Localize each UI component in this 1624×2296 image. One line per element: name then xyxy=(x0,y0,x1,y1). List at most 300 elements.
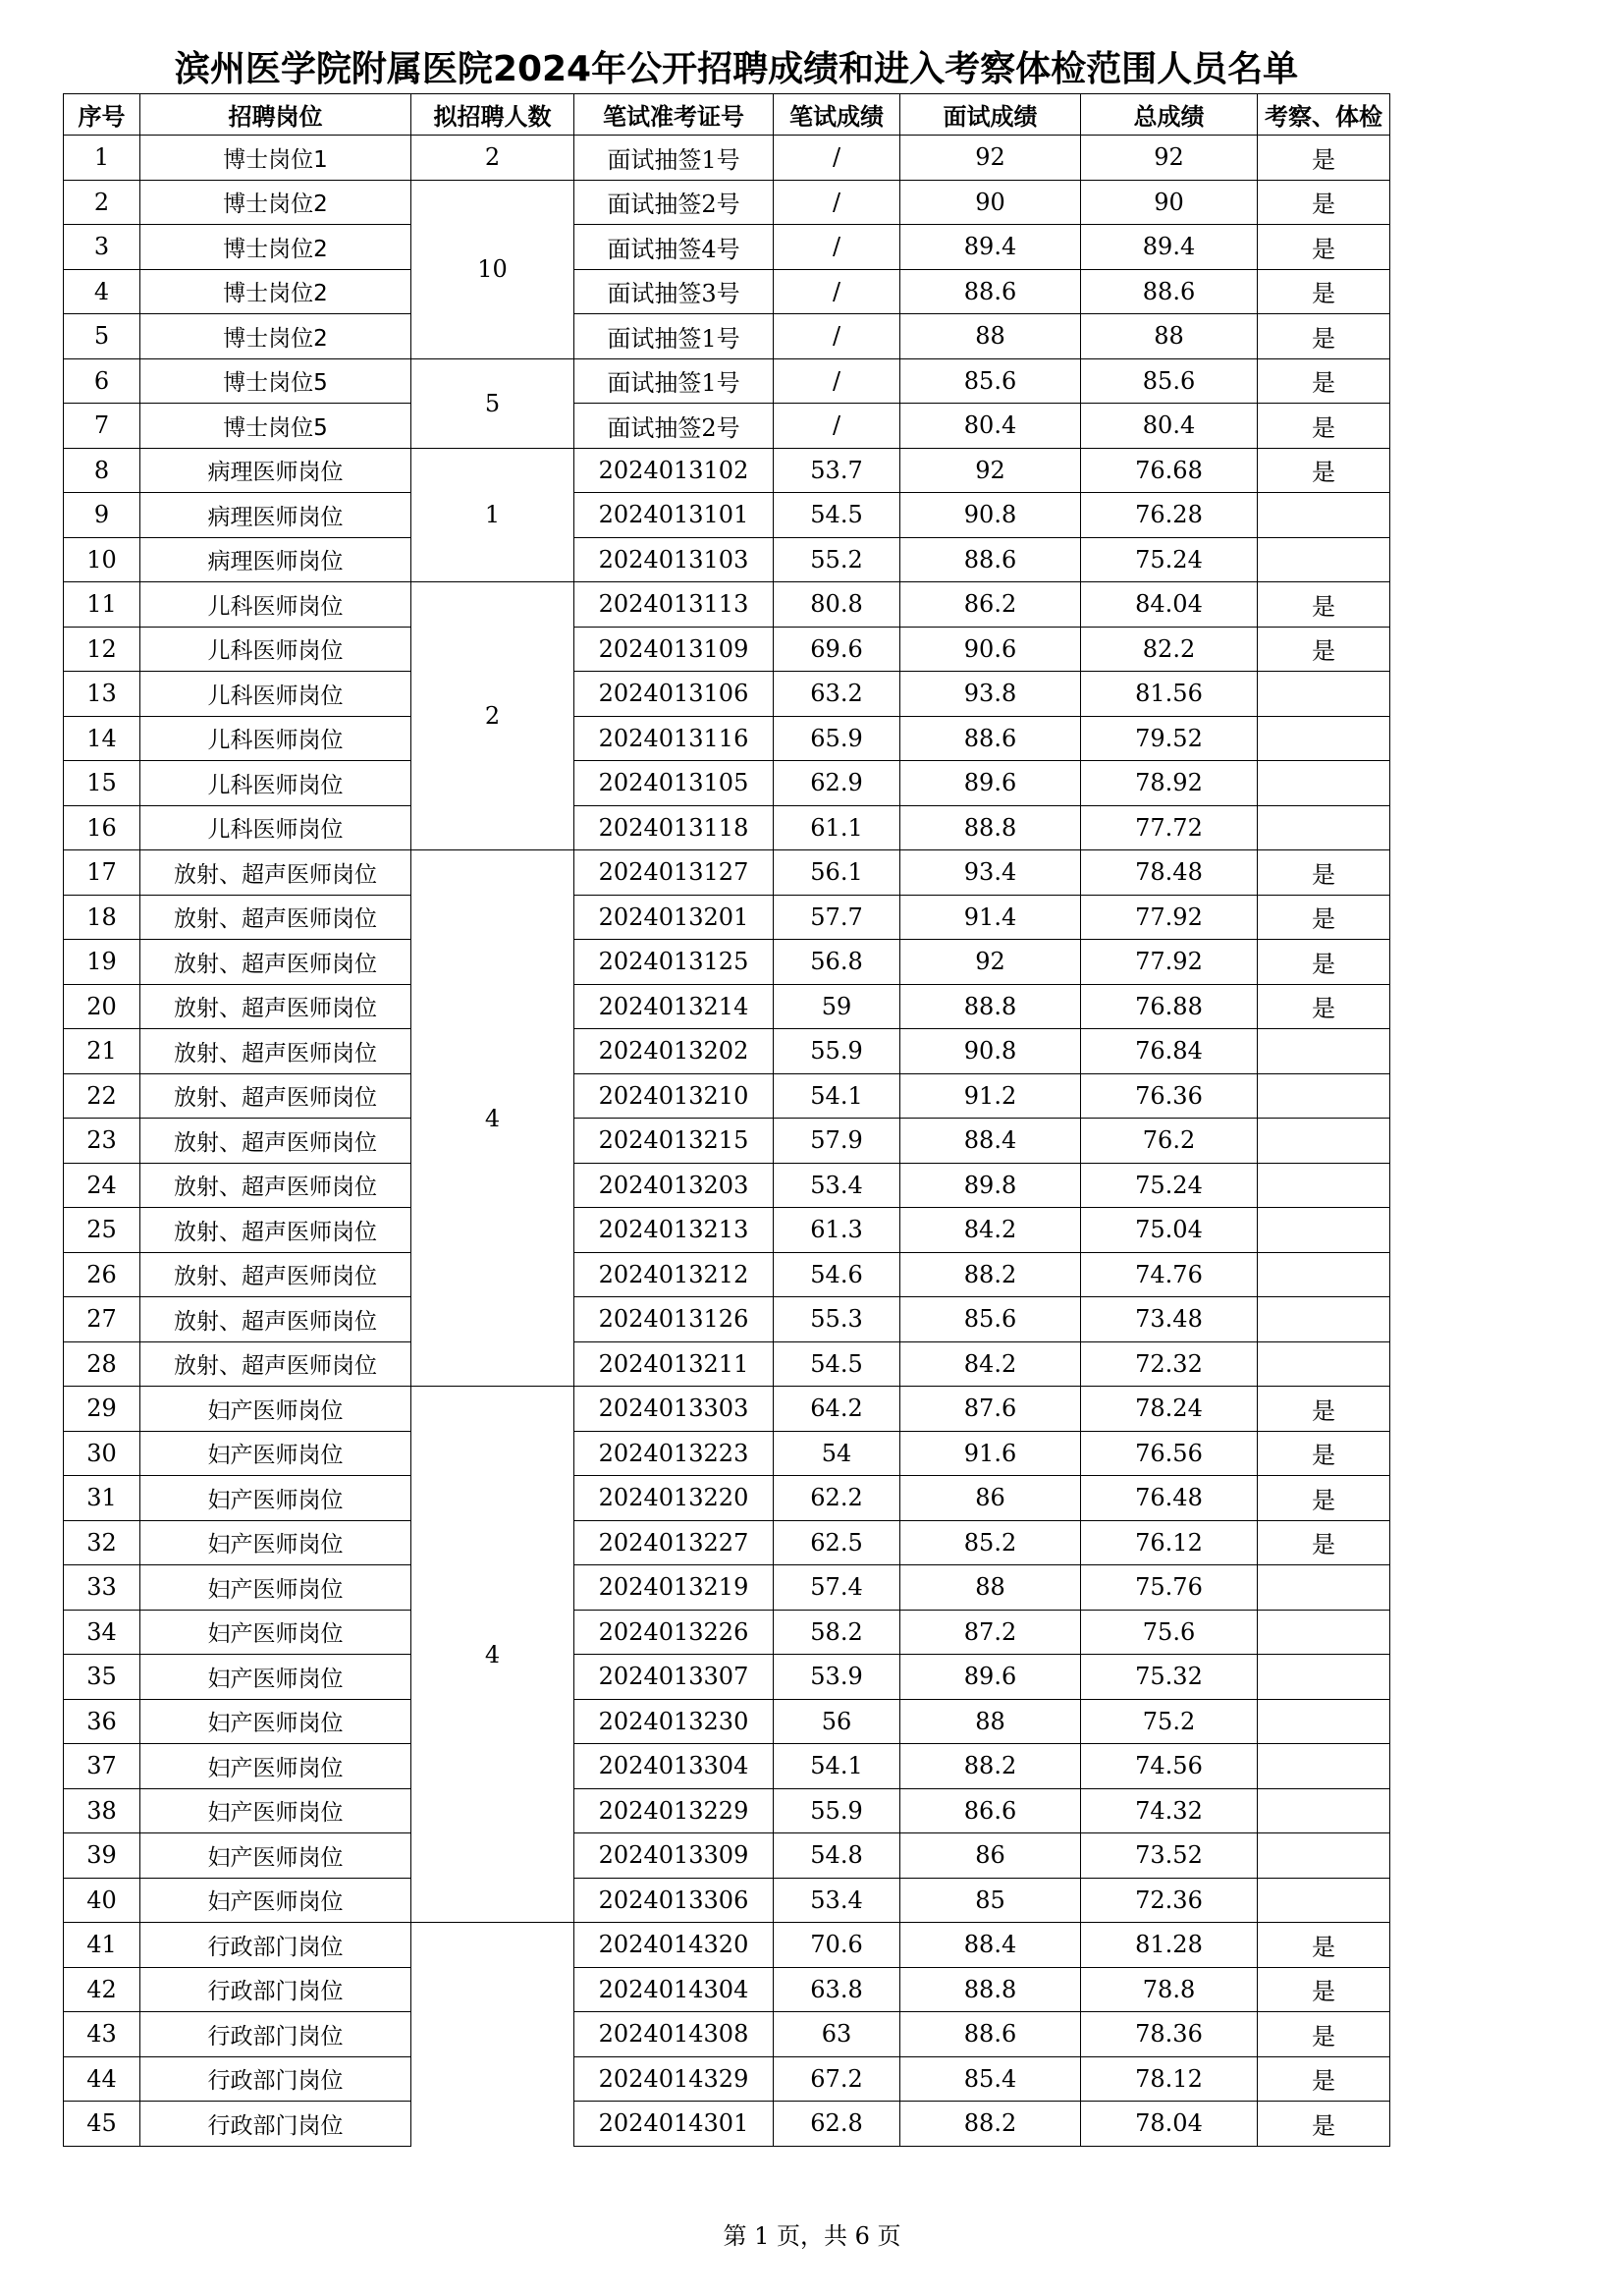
table-row xyxy=(64,672,1390,717)
table-row xyxy=(64,1967,1390,2012)
table-row xyxy=(64,2012,1390,2057)
cell-no: 5 xyxy=(64,314,140,359)
cell-no: 32 xyxy=(64,1520,140,1565)
cell-post: 儿科医师岗位 xyxy=(140,761,411,806)
cell-no: 40 xyxy=(64,1878,140,1923)
cell-post: 放射、超声医师岗位 xyxy=(140,895,411,940)
cell-interview: 85 xyxy=(900,1878,1081,1923)
cell-total: 78.48 xyxy=(1081,850,1258,896)
cell-interview: 88.2 xyxy=(900,1252,1081,1297)
cell-interview: 92 xyxy=(900,136,1081,181)
cell-post: 放射、超声医师岗位 xyxy=(140,1073,411,1119)
cell-ticket: 2024013125 xyxy=(574,940,774,985)
cell-check xyxy=(1258,1610,1390,1655)
cell-total: 78.92 xyxy=(1081,761,1258,806)
cell-written: 53.4 xyxy=(774,1163,900,1208)
cell-ticket: 2024013303 xyxy=(574,1387,774,1432)
cell-check xyxy=(1258,1833,1390,1879)
cell-total: 72.32 xyxy=(1081,1341,1258,1387)
cell-no: 24 xyxy=(64,1163,140,1208)
table-row xyxy=(64,582,1390,628)
cell-written: 57.7 xyxy=(774,895,900,940)
cell-post: 行政部门岗位 xyxy=(140,1923,411,1968)
cell-post: 儿科医师岗位 xyxy=(140,582,411,628)
cell-quota: 1 xyxy=(411,448,574,582)
cell-interview: 80.4 xyxy=(900,404,1081,449)
cell-total: 73.52 xyxy=(1081,1833,1258,1879)
cell-check: 是 xyxy=(1258,2056,1390,2102)
cell-post: 放射、超声医师岗位 xyxy=(140,1297,411,1342)
cell-total: 88.6 xyxy=(1081,269,1258,314)
cell-check xyxy=(1258,761,1390,806)
header-row xyxy=(64,94,1390,136)
cell-written: 63 xyxy=(774,2012,900,2057)
cell-check: 是 xyxy=(1258,136,1390,181)
cell-interview: 91.2 xyxy=(900,1073,1081,1119)
cell-check: 是 xyxy=(1258,2012,1390,2057)
cell-written: 55.9 xyxy=(774,1788,900,1833)
cell-no: 34 xyxy=(64,1610,140,1655)
cell-interview: 86 xyxy=(900,1476,1081,1521)
cell-no: 44 xyxy=(64,2056,140,2102)
cell-interview: 88.6 xyxy=(900,269,1081,314)
cell-quota xyxy=(411,1923,574,2147)
table-row xyxy=(64,1788,1390,1833)
cell-interview: 88.8 xyxy=(900,1967,1081,2012)
cell-total: 92 xyxy=(1081,136,1258,181)
cell-written: 59 xyxy=(774,984,900,1029)
cell-no: 13 xyxy=(64,672,140,717)
cell-check: 是 xyxy=(1258,850,1390,896)
cell-written: 61.1 xyxy=(774,805,900,850)
cell-written: 62.8 xyxy=(774,2102,900,2147)
cell-total: 90 xyxy=(1081,180,1258,225)
cell-check xyxy=(1258,672,1390,717)
cell-interview: 91.4 xyxy=(900,895,1081,940)
cell-written: 54.1 xyxy=(774,1073,900,1119)
cell-interview: 93.4 xyxy=(900,850,1081,896)
cell-total: 81.56 xyxy=(1081,672,1258,717)
cell-ticket: 2024013214 xyxy=(574,984,774,1029)
cell-post: 妇产医师岗位 xyxy=(140,1565,411,1611)
col-header-ticket: 笔试准考证号 xyxy=(574,94,774,136)
cell-no: 31 xyxy=(64,1476,140,1521)
cell-written: 53.7 xyxy=(774,448,900,493)
cell-check: 是 xyxy=(1258,1476,1390,1521)
cell-ticket: 2024013126 xyxy=(574,1297,774,1342)
cell-interview: 88.6 xyxy=(900,716,1081,761)
cell-no: 8 xyxy=(64,448,140,493)
cell-ticket: 面试抽签2号 xyxy=(574,180,774,225)
cell-ticket: 2024013230 xyxy=(574,1699,774,1744)
cell-interview: 89.8 xyxy=(900,1163,1081,1208)
table-row xyxy=(64,627,1390,672)
cell-ticket: 2024013102 xyxy=(574,448,774,493)
cell-post: 妇产医师岗位 xyxy=(140,1699,411,1744)
cell-interview: 89.4 xyxy=(900,225,1081,270)
cell-check: 是 xyxy=(1258,582,1390,628)
cell-written: 64.2 xyxy=(774,1387,900,1432)
cell-interview: 88 xyxy=(900,1699,1081,1744)
cell-interview: 90.8 xyxy=(900,1029,1081,1074)
cell-written: 54 xyxy=(774,1431,900,1476)
cell-total: 75.04 xyxy=(1081,1208,1258,1253)
cell-no: 17 xyxy=(64,850,140,896)
table-row xyxy=(64,404,1390,449)
cell-no: 26 xyxy=(64,1252,140,1297)
cell-check: 是 xyxy=(1258,1431,1390,1476)
cell-total: 78.12 xyxy=(1081,2056,1258,2102)
cell-written: 54.1 xyxy=(774,1744,900,1789)
cell-post: 放射、超声医师岗位 xyxy=(140,1208,411,1253)
cell-no: 29 xyxy=(64,1387,140,1432)
table-row xyxy=(64,1431,1390,1476)
cell-interview: 90.8 xyxy=(900,493,1081,538)
cell-written: / xyxy=(774,269,900,314)
page-title: 滨州医学院附属医院2024年公开招聘成绩和进入考察体检范围人员名单 xyxy=(174,49,1299,89)
cell-ticket: 2024013127 xyxy=(574,850,774,896)
cell-interview: 88.6 xyxy=(900,537,1081,582)
cell-post: 博士岗位2 xyxy=(140,180,411,225)
cell-total: 76.88 xyxy=(1081,984,1258,1029)
col-header-quota: 拟招聘人数 xyxy=(411,94,574,136)
cell-written: / xyxy=(774,314,900,359)
cell-written: 80.8 xyxy=(774,582,900,628)
table-row xyxy=(64,940,1390,985)
table-row xyxy=(64,895,1390,940)
cell-post: 行政部门岗位 xyxy=(140,2102,411,2147)
table-body xyxy=(64,136,1390,2147)
cell-no: 7 xyxy=(64,404,140,449)
cell-ticket: 2024013109 xyxy=(574,627,774,672)
cell-no: 43 xyxy=(64,2012,140,2057)
cell-check xyxy=(1258,1878,1390,1923)
cell-interview: 85.2 xyxy=(900,1520,1081,1565)
cell-check xyxy=(1258,1029,1390,1074)
cell-interview: 87.2 xyxy=(900,1610,1081,1655)
cell-interview: 85.6 xyxy=(900,358,1081,404)
cell-check xyxy=(1258,1744,1390,1789)
cell-no: 21 xyxy=(64,1029,140,1074)
cell-quota: 4 xyxy=(411,1387,574,1923)
cell-no: 28 xyxy=(64,1341,140,1387)
cell-written: 62.9 xyxy=(774,761,900,806)
cell-post: 妇产医师岗位 xyxy=(140,1387,411,1432)
cell-no: 35 xyxy=(64,1655,140,1700)
table-row xyxy=(64,1387,1390,1432)
cell-check xyxy=(1258,1655,1390,1700)
cell-interview: 91.6 xyxy=(900,1431,1081,1476)
cell-post: 放射、超声医师岗位 xyxy=(140,1252,411,1297)
cell-total: 76.12 xyxy=(1081,1520,1258,1565)
cell-check xyxy=(1258,805,1390,850)
cell-written: 57.9 xyxy=(774,1119,900,1164)
cell-ticket: 面试抽签1号 xyxy=(574,314,774,359)
table-row xyxy=(64,2102,1390,2147)
cell-post: 博士岗位2 xyxy=(140,269,411,314)
cell-ticket: 面试抽签4号 xyxy=(574,225,774,270)
cell-post: 病理医师岗位 xyxy=(140,493,411,538)
cell-post: 放射、超声医师岗位 xyxy=(140,1163,411,1208)
cell-written: 57.4 xyxy=(774,1565,900,1611)
cell-ticket: 2024014308 xyxy=(574,2012,774,2057)
cell-no: 33 xyxy=(64,1565,140,1611)
cell-interview: 85.6 xyxy=(900,1297,1081,1342)
cell-ticket: 2024013211 xyxy=(574,1341,774,1387)
table-row xyxy=(64,1073,1390,1119)
cell-interview: 89.6 xyxy=(900,1655,1081,1700)
cell-written: 55.3 xyxy=(774,1297,900,1342)
cell-check xyxy=(1258,1119,1390,1164)
cell-interview: 88.4 xyxy=(900,1923,1081,1968)
cell-ticket: 面试抽签1号 xyxy=(574,136,774,181)
cell-total: 76.84 xyxy=(1081,1029,1258,1074)
cell-total: 74.76 xyxy=(1081,1252,1258,1297)
table-row xyxy=(64,1119,1390,1164)
table-row xyxy=(64,716,1390,761)
cell-ticket: 面试抽签1号 xyxy=(574,358,774,404)
cell-interview: 86.6 xyxy=(900,1788,1081,1833)
cell-no: 42 xyxy=(64,1967,140,2012)
cell-total: 76.36 xyxy=(1081,1073,1258,1119)
cell-total: 75.6 xyxy=(1081,1610,1258,1655)
cell-interview: 90 xyxy=(900,180,1081,225)
cell-post: 博士岗位5 xyxy=(140,358,411,404)
cell-written: 54.8 xyxy=(774,1833,900,1879)
cell-post: 儿科医师岗位 xyxy=(140,672,411,717)
cell-total: 77.72 xyxy=(1081,805,1258,850)
cell-total: 73.48 xyxy=(1081,1297,1258,1342)
cell-total: 72.36 xyxy=(1081,1878,1258,1923)
page-footer: 第 1 页，共 6 页 xyxy=(723,2222,901,2250)
table-row xyxy=(64,1520,1390,1565)
cell-post: 放射、超声医师岗位 xyxy=(140,1029,411,1074)
cell-post: 放射、超声医师岗位 xyxy=(140,1119,411,1164)
cell-interview: 86 xyxy=(900,1833,1081,1879)
cell-post: 儿科医师岗位 xyxy=(140,716,411,761)
table-row xyxy=(64,761,1390,806)
cell-check xyxy=(1258,1788,1390,1833)
cell-total: 77.92 xyxy=(1081,940,1258,985)
cell-no: 10 xyxy=(64,537,140,582)
cell-written: / xyxy=(774,358,900,404)
cell-post: 妇产医师岗位 xyxy=(140,1431,411,1476)
cell-ticket: 2024013213 xyxy=(574,1208,774,1253)
cell-total: 78.8 xyxy=(1081,1967,1258,2012)
cell-ticket: 2024013309 xyxy=(574,1833,774,1879)
cell-no: 9 xyxy=(64,493,140,538)
cell-written: / xyxy=(774,136,900,181)
cell-no: 3 xyxy=(64,225,140,270)
cell-written: 53.4 xyxy=(774,1878,900,1923)
table-row xyxy=(64,180,1390,225)
cell-check: 是 xyxy=(1258,2102,1390,2147)
table-row xyxy=(64,225,1390,270)
cell-ticket: 2024014304 xyxy=(574,1967,774,2012)
cell-ticket: 2024013306 xyxy=(574,1878,774,1923)
cell-ticket: 2024013116 xyxy=(574,716,774,761)
cell-total: 76.68 xyxy=(1081,448,1258,493)
cell-check: 是 xyxy=(1258,225,1390,270)
cell-ticket: 2024013203 xyxy=(574,1163,774,1208)
cell-post: 妇产医师岗位 xyxy=(140,1655,411,1700)
cell-post: 儿科医师岗位 xyxy=(140,805,411,850)
cell-interview: 85.4 xyxy=(900,2056,1081,2102)
cell-written: / xyxy=(774,180,900,225)
cell-total: 76.48 xyxy=(1081,1476,1258,1521)
cell-no: 14 xyxy=(64,716,140,761)
cell-written: 56.8 xyxy=(774,940,900,985)
table-row xyxy=(64,493,1390,538)
table-row xyxy=(64,1833,1390,1879)
cell-interview: 92 xyxy=(900,448,1081,493)
cell-check xyxy=(1258,537,1390,582)
cell-total: 78.04 xyxy=(1081,2102,1258,2147)
cell-no: 23 xyxy=(64,1119,140,1164)
cell-total: 88 xyxy=(1081,314,1258,359)
cell-interview: 88 xyxy=(900,1565,1081,1611)
cell-post: 妇产医师岗位 xyxy=(140,1520,411,1565)
cell-no: 18 xyxy=(64,895,140,940)
cell-no: 12 xyxy=(64,627,140,672)
cell-ticket: 2024013113 xyxy=(574,582,774,628)
cell-written: 61.3 xyxy=(774,1208,900,1253)
cell-written: / xyxy=(774,225,900,270)
cell-total: 79.52 xyxy=(1081,716,1258,761)
cell-interview: 88.8 xyxy=(900,984,1081,1029)
table-row xyxy=(64,1655,1390,1700)
cell-no: 15 xyxy=(64,761,140,806)
cell-total: 82.2 xyxy=(1081,627,1258,672)
cell-written: 62.2 xyxy=(774,1476,900,1521)
cell-ticket: 2024013212 xyxy=(574,1252,774,1297)
cell-total: 84.04 xyxy=(1081,582,1258,628)
cell-ticket: 2024013226 xyxy=(574,1610,774,1655)
cell-written: 69.6 xyxy=(774,627,900,672)
cell-written: 55.2 xyxy=(774,537,900,582)
cell-no: 36 xyxy=(64,1699,140,1744)
cell-no: 19 xyxy=(64,940,140,985)
cell-ticket: 2024013223 xyxy=(574,1431,774,1476)
cell-interview: 88 xyxy=(900,314,1081,359)
cell-no: 45 xyxy=(64,2102,140,2147)
cell-check xyxy=(1258,1699,1390,1744)
cell-ticket: 2024013201 xyxy=(574,895,774,940)
cell-post: 妇产医师岗位 xyxy=(140,1833,411,1879)
cell-total: 76.28 xyxy=(1081,493,1258,538)
cell-interview: 92 xyxy=(900,940,1081,985)
cell-total: 77.92 xyxy=(1081,895,1258,940)
cell-check: 是 xyxy=(1258,448,1390,493)
table-row xyxy=(64,448,1390,493)
col-header-no: 序号 xyxy=(64,94,140,136)
cell-check: 是 xyxy=(1258,1387,1390,1432)
cell-post: 儿科医师岗位 xyxy=(140,627,411,672)
cell-post: 妇产医师岗位 xyxy=(140,1788,411,1833)
cell-interview: 88.2 xyxy=(900,1744,1081,1789)
cell-check: 是 xyxy=(1258,1923,1390,1968)
cell-quota: 2 xyxy=(411,136,574,181)
cell-ticket: 2024013220 xyxy=(574,1476,774,1521)
col-header-check: 考察、体检 xyxy=(1258,94,1390,136)
cell-check: 是 xyxy=(1258,1520,1390,1565)
cell-ticket: 2024013101 xyxy=(574,493,774,538)
cell-written: 65.9 xyxy=(774,716,900,761)
cell-written: 63.8 xyxy=(774,1967,900,2012)
cell-check: 是 xyxy=(1258,984,1390,1029)
cell-post: 病理医师岗位 xyxy=(140,537,411,582)
table-row xyxy=(64,269,1390,314)
cell-no: 2 xyxy=(64,180,140,225)
table-row xyxy=(64,1341,1390,1387)
table-row xyxy=(64,136,1390,181)
table-row xyxy=(64,358,1390,404)
cell-check: 是 xyxy=(1258,358,1390,404)
cell-no: 37 xyxy=(64,1744,140,1789)
cell-total: 75.76 xyxy=(1081,1565,1258,1611)
cell-ticket: 2024014320 xyxy=(574,1923,774,1968)
table-row xyxy=(64,314,1390,359)
cell-ticket: 2024013105 xyxy=(574,761,774,806)
cell-post: 行政部门岗位 xyxy=(140,2012,411,2057)
cell-interview: 88.4 xyxy=(900,1119,1081,1164)
cell-post: 行政部门岗位 xyxy=(140,1967,411,2012)
cell-post: 放射、超声医师岗位 xyxy=(140,850,411,896)
cell-written: 56.1 xyxy=(774,850,900,896)
col-header-interview: 面试成绩 xyxy=(900,94,1081,136)
cell-no: 22 xyxy=(64,1073,140,1119)
table-row xyxy=(64,1878,1390,1923)
cell-post: 博士岗位5 xyxy=(140,404,411,449)
cell-no: 39 xyxy=(64,1833,140,1879)
cell-interview: 88.8 xyxy=(900,805,1081,850)
cell-post: 妇产医师岗位 xyxy=(140,1610,411,1655)
cell-ticket: 2024013215 xyxy=(574,1119,774,1164)
cell-no: 6 xyxy=(64,358,140,404)
cell-written: 53.9 xyxy=(774,1655,900,1700)
cell-post: 妇产医师岗位 xyxy=(140,1878,411,1923)
table-row xyxy=(64,537,1390,582)
table-row xyxy=(64,1610,1390,1655)
cell-total: 78.36 xyxy=(1081,2012,1258,2057)
table-row xyxy=(64,850,1390,896)
cell-ticket: 2024013227 xyxy=(574,1520,774,1565)
cell-check: 是 xyxy=(1258,940,1390,985)
cell-ticket: 2024014329 xyxy=(574,2056,774,2102)
cell-check xyxy=(1258,1297,1390,1342)
table-row xyxy=(64,1163,1390,1208)
cell-check xyxy=(1258,716,1390,761)
cell-ticket: 面试抽签3号 xyxy=(574,269,774,314)
cell-interview: 84.2 xyxy=(900,1208,1081,1253)
table-row xyxy=(64,1252,1390,1297)
cell-check: 是 xyxy=(1258,314,1390,359)
cell-ticket: 2024014301 xyxy=(574,2102,774,2147)
cell-ticket: 2024013219 xyxy=(574,1565,774,1611)
cell-check: 是 xyxy=(1258,269,1390,314)
cell-total: 85.6 xyxy=(1081,358,1258,404)
table-row xyxy=(64,1565,1390,1611)
cell-total: 80.4 xyxy=(1081,404,1258,449)
cell-interview: 84.2 xyxy=(900,1341,1081,1387)
cell-ticket: 面试抽签2号 xyxy=(574,404,774,449)
table-row xyxy=(64,1297,1390,1342)
col-header-post: 招聘岗位 xyxy=(140,94,411,136)
cell-no: 11 xyxy=(64,582,140,628)
cell-ticket: 2024013106 xyxy=(574,672,774,717)
cell-total: 89.4 xyxy=(1081,225,1258,270)
cell-post: 行政部门岗位 xyxy=(140,2056,411,2102)
